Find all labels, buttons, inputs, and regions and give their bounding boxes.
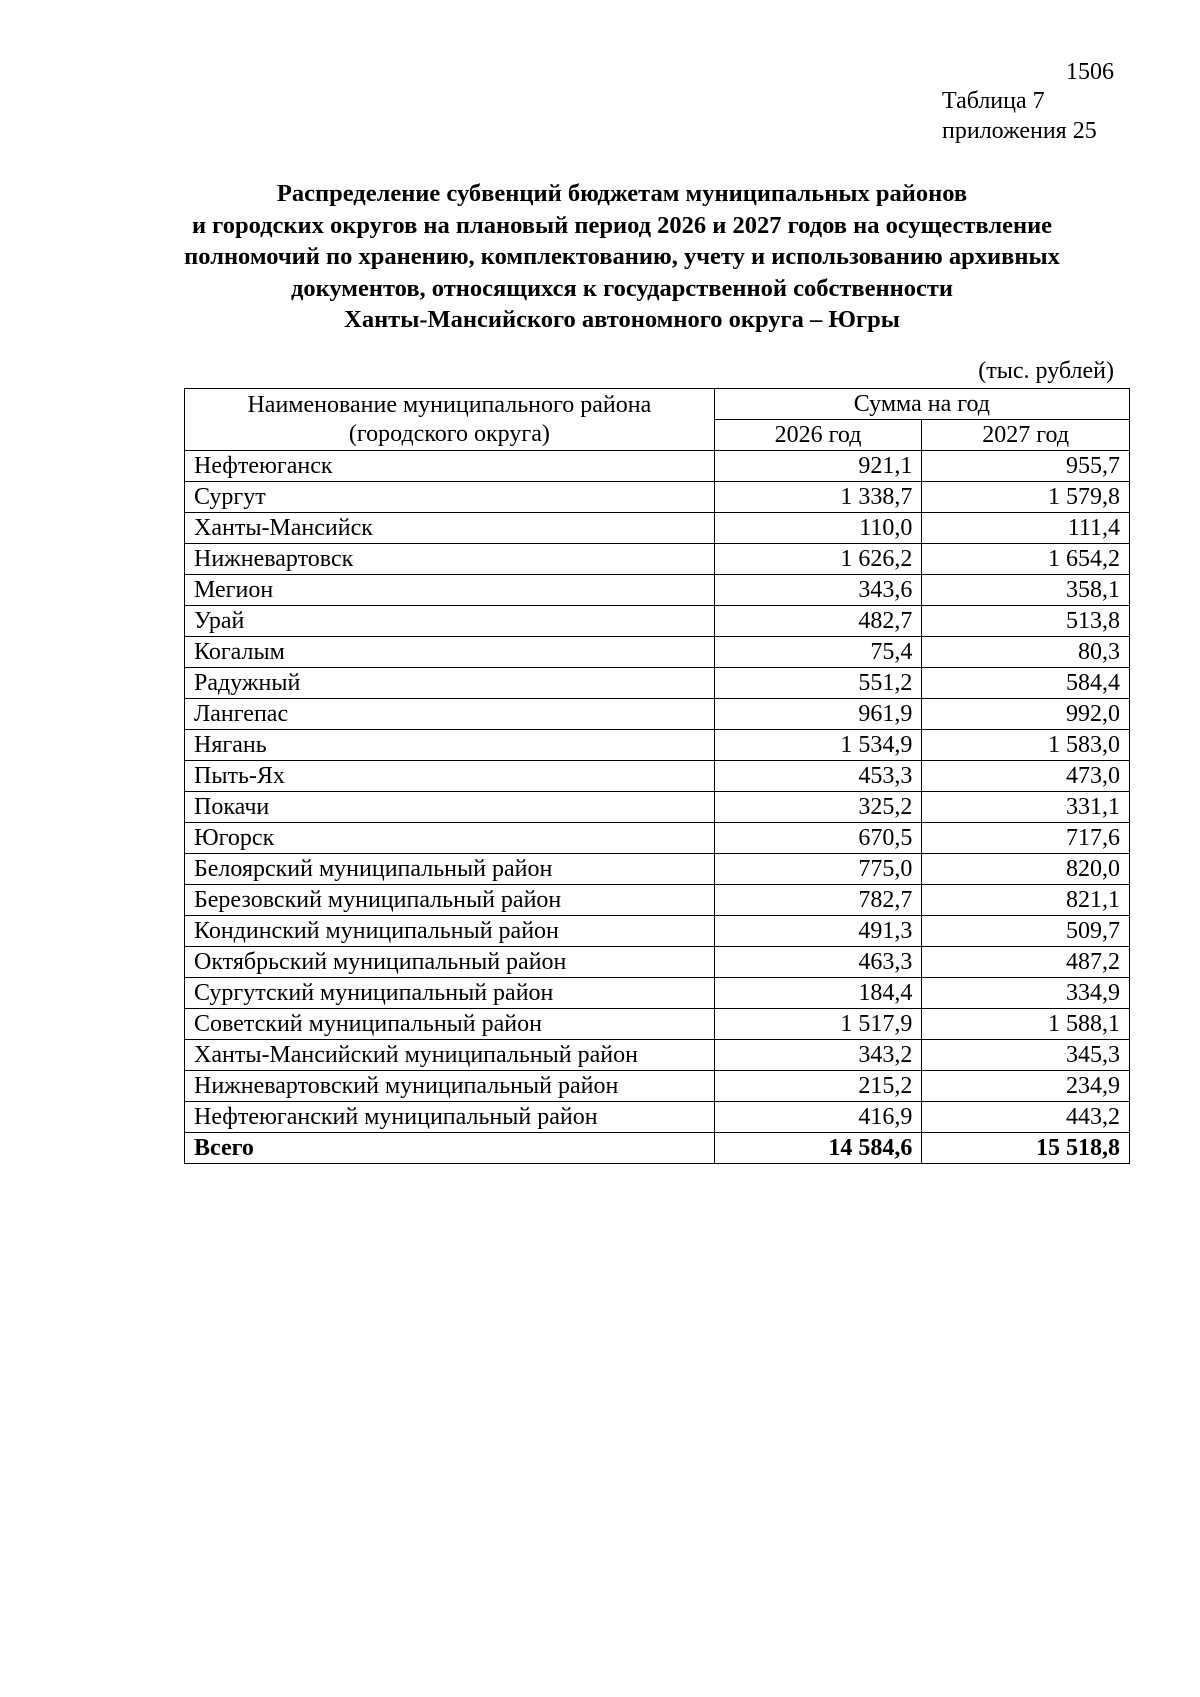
value-2026-cell: 343,2 xyxy=(714,1040,922,1071)
value-2026-cell: 961,9 xyxy=(714,699,922,730)
document-title xyxy=(120,178,1124,336)
value-2027-cell: 1 579,8 xyxy=(922,482,1130,513)
table-header xyxy=(185,389,1130,451)
table-row xyxy=(185,606,1130,637)
value-2027-cell: 955,7 xyxy=(922,451,1130,482)
units-label: (тыс. рублей) xyxy=(978,358,1114,384)
value-2026-cell: 325,2 xyxy=(714,792,922,823)
value-2026-cell: 1 534,9 xyxy=(714,730,922,761)
header-year-2026: 2026 год xyxy=(714,420,922,451)
value-2027-cell: 334,9 xyxy=(922,978,1130,1009)
table-row xyxy=(185,637,1130,668)
header-municipality xyxy=(185,389,715,451)
value-2026-cell: 921,1 xyxy=(714,451,922,482)
table-row xyxy=(185,885,1130,916)
municipality-name-cell: Пыть-Ях xyxy=(185,761,715,792)
value-2027-cell: 513,8 xyxy=(922,606,1130,637)
value-2026-cell: 1 626,2 xyxy=(714,544,922,575)
value-2027-cell: 992,0 xyxy=(922,699,1130,730)
page-number: 1506 xyxy=(1066,59,1114,85)
value-2026-cell: 184,4 xyxy=(714,978,922,1009)
value-2026-cell: 551,2 xyxy=(714,668,922,699)
header-sum-per-year: Сумма на год xyxy=(714,389,1129,420)
value-2026-cell: 482,7 xyxy=(714,606,922,637)
municipality-name-cell: Всего xyxy=(185,1133,715,1164)
table-row xyxy=(185,761,1130,792)
table-row xyxy=(185,513,1130,544)
title-line: документов, относящихся к государственной собственности xyxy=(290,274,954,302)
municipality-name-cell: Сургутский муниципальный район xyxy=(185,978,715,1009)
value-2026-cell: 1 517,9 xyxy=(714,1009,922,1040)
table-row xyxy=(185,978,1130,1009)
value-2027-cell: 1 583,0 xyxy=(922,730,1130,761)
header-year-2027: 2027 год xyxy=(922,420,1130,451)
value-2027-cell: 234,9 xyxy=(922,1071,1130,1102)
value-2027-cell: 111,4 xyxy=(922,513,1130,544)
value-2027-cell: 358,1 xyxy=(922,575,1130,606)
title-line: Ханты-Мансийского автономного округа – Югры xyxy=(344,306,900,333)
value-2026-cell: 110,0 xyxy=(714,513,922,544)
value-2026-cell: 1 338,7 xyxy=(714,482,922,513)
municipality-name-cell: Нефтеюганск xyxy=(185,451,715,482)
municipality-name-cell: Радужный xyxy=(185,668,715,699)
table-row xyxy=(185,544,1130,575)
municipality-name-cell: Октябрьский муниципальный район xyxy=(185,947,715,978)
value-2027-cell: 1 588,1 xyxy=(922,1009,1130,1040)
municipality-name-cell: Кондинский муниципальный район xyxy=(185,916,715,947)
table-row xyxy=(185,482,1130,513)
value-2027-cell: 443,2 xyxy=(922,1102,1130,1133)
municipality-name-cell: Мегион xyxy=(185,575,715,606)
table-row xyxy=(185,947,1130,978)
value-2027-cell: 331,1 xyxy=(922,792,1130,823)
value-2027-cell: 509,7 xyxy=(922,916,1130,947)
table-row xyxy=(185,823,1130,854)
municipality-name-cell: Когалым xyxy=(185,637,715,668)
title-line: Распределение субвенций бюджетам муниципальных районов xyxy=(276,180,968,207)
value-2026-cell: 14 584,6 xyxy=(714,1133,922,1164)
table-row xyxy=(185,451,1130,482)
title-line: полномочий по хранению, комплектованию, учету и использованию архивных xyxy=(184,243,1060,270)
table-row xyxy=(185,1102,1130,1133)
municipality-name-cell: Белоярский муниципальный район xyxy=(185,854,715,885)
municipality-name-cell: Нефтеюганский муниципальный район xyxy=(185,1102,715,1133)
value-2026-cell: 416,9 xyxy=(714,1102,922,1133)
value-2027-cell: 1 654,2 xyxy=(922,544,1130,575)
municipality-name-cell: Нижневартовский муниципальный район xyxy=(185,1071,715,1102)
table-row xyxy=(185,1040,1130,1071)
value-2027-cell: 717,6 xyxy=(922,823,1130,854)
table-row xyxy=(185,916,1130,947)
table-row xyxy=(185,792,1130,823)
value-2027-cell: 821,1 xyxy=(922,885,1130,916)
table-row xyxy=(185,668,1130,699)
total-row xyxy=(185,1133,1130,1164)
value-2027-cell: 584,4 xyxy=(922,668,1130,699)
value-2027-cell: 473,0 xyxy=(922,761,1130,792)
value-2027-cell: 80,3 xyxy=(922,637,1130,668)
value-2027-cell: 345,3 xyxy=(922,1040,1130,1071)
table-row xyxy=(185,854,1130,885)
municipality-name-cell: Ханты-Мансийск xyxy=(185,513,715,544)
table-row xyxy=(185,730,1130,761)
value-2027-cell: 820,0 xyxy=(922,854,1130,885)
municipality-name-cell: Покачи xyxy=(185,792,715,823)
header-name-line: (городского округа) xyxy=(348,420,550,447)
value-2027-cell: 487,2 xyxy=(922,947,1130,978)
municipality-name-cell: Югорск xyxy=(185,823,715,854)
municipality-name-cell: Ханты-Мансийский муниципальный район xyxy=(185,1040,715,1071)
title-line: и городских округов на плановый период 2026 и 2027 годов на осуществление xyxy=(191,211,1053,239)
value-2026-cell: 453,3 xyxy=(714,761,922,792)
table-row xyxy=(185,1071,1130,1102)
municipality-name-cell: Нижневартовск xyxy=(185,544,715,575)
municipality-name-cell: Сургут xyxy=(185,482,715,513)
value-2026-cell: 75,4 xyxy=(714,637,922,668)
municipality-name-cell: Урай xyxy=(185,606,715,637)
table-row xyxy=(185,1009,1130,1040)
table-row xyxy=(185,575,1130,606)
table-reference-line: Таблица 7 xyxy=(942,88,1045,114)
value-2027-cell: 15 518,8 xyxy=(922,1133,1130,1164)
header-name-line: Наименование муниципального района xyxy=(247,391,652,418)
value-2026-cell: 463,3 xyxy=(714,947,922,978)
value-2026-cell: 775,0 xyxy=(714,854,922,885)
subventions-table xyxy=(184,388,1130,1164)
municipality-name-cell: Лангепас xyxy=(185,699,715,730)
municipality-name-cell: Советский муниципальный район xyxy=(185,1009,715,1040)
municipality-name-cell: Нягань xyxy=(185,730,715,761)
value-2026-cell: 215,2 xyxy=(714,1071,922,1102)
table-reference-line: приложения 25 xyxy=(942,118,1097,144)
value-2026-cell: 782,7 xyxy=(714,885,922,916)
table-body xyxy=(185,451,1130,1164)
value-2026-cell: 343,6 xyxy=(714,575,922,606)
value-2026-cell: 491,3 xyxy=(714,916,922,947)
value-2026-cell: 670,5 xyxy=(714,823,922,854)
table-row xyxy=(185,699,1130,730)
municipality-name-cell: Березовский муниципальный район xyxy=(185,885,715,916)
table-reference xyxy=(942,86,1097,146)
